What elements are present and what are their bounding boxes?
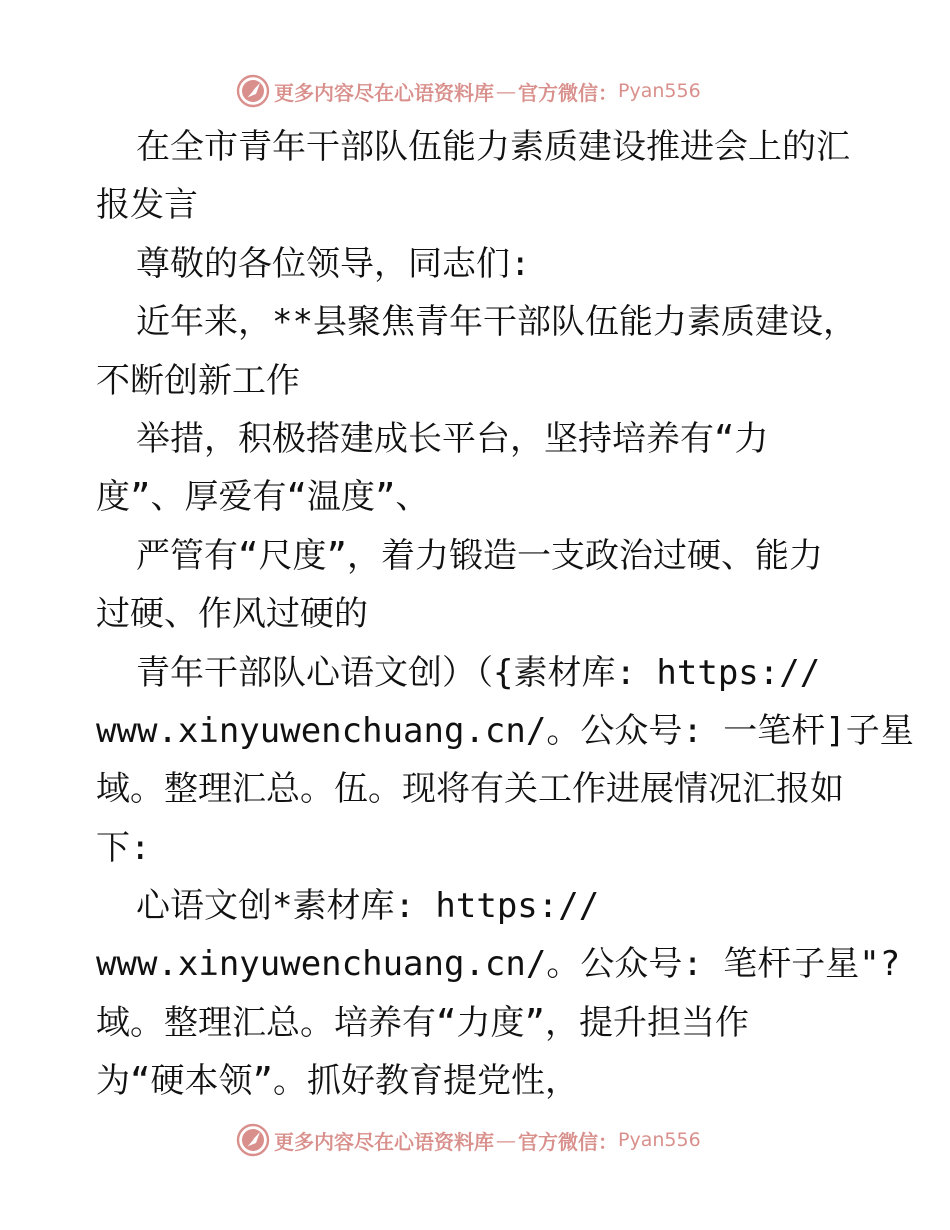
doc-line: 举措，积极搭建成长平台，坚持培养有“力 <box>136 418 769 459</box>
doc-line: 报发言 <box>96 185 198 226</box>
feather-pen-seal-icon <box>236 74 270 108</box>
doc-line: 下: <box>96 827 151 868</box>
banner-separator: — <box>496 79 516 103</box>
doc-line: www.xinyuwenchuang.cn/。公众号: 笔杆子星"? <box>96 944 901 985</box>
doc-line: 度”、厚爱有“温度”、 <box>96 477 430 518</box>
banner-wechat-id: Pyan556 <box>618 1129 701 1151</box>
banner-wechat-label: 官方微信： <box>518 80 618 105</box>
doc-line: 域。整理汇总。培养有“力度”，提升担当作 <box>96 1002 749 1043</box>
doc-line: www.xinyuwenchuang.cn/。公众号: 一笔杆]子星 <box>96 710 914 751</box>
doc-line: 在全市青年干部队伍能力素质建设推进会上的汇 <box>136 127 850 167</box>
banner-title: 更多内容尽在心语资料库 <box>274 1129 494 1154</box>
doc-line: 近年来，**县聚焦青年干部队伍能力素质建设， <box>136 302 857 343</box>
doc-line: 青年干部队心语文创）（{素材库: https:// <box>136 652 821 693</box>
header-watermark-banner <box>236 74 716 108</box>
banner-title: 更多内容尽在心语资料库 <box>274 80 494 105</box>
footer-watermark-banner <box>236 1123 716 1157</box>
doc-line: 域。整理汇总。伍。现将有关工作进展情况汇报如 <box>96 769 844 810</box>
banner-wechat-id: Pyan556 <box>618 80 701 102</box>
doc-line: 过硬、作风过硬的 <box>96 594 368 635</box>
banner-separator: — <box>496 1128 516 1152</box>
document-body <box>96 118 914 1111</box>
feather-pen-seal-icon <box>236 1123 270 1157</box>
doc-line: 严管有“尺度”，着力锻造一支政治过硬、能力 <box>136 535 823 576</box>
doc-line: 尊敬的各位领导，同志们: <box>136 243 531 284</box>
banner-wechat-label: 官方微信： <box>518 1129 618 1154</box>
doc-line: 心语文创*素材库: https:// <box>136 886 600 927</box>
doc-line: 为“硬本领”。抓好教育提党性， <box>96 1061 579 1102</box>
doc-line: 不断创新工作 <box>96 360 300 401</box>
